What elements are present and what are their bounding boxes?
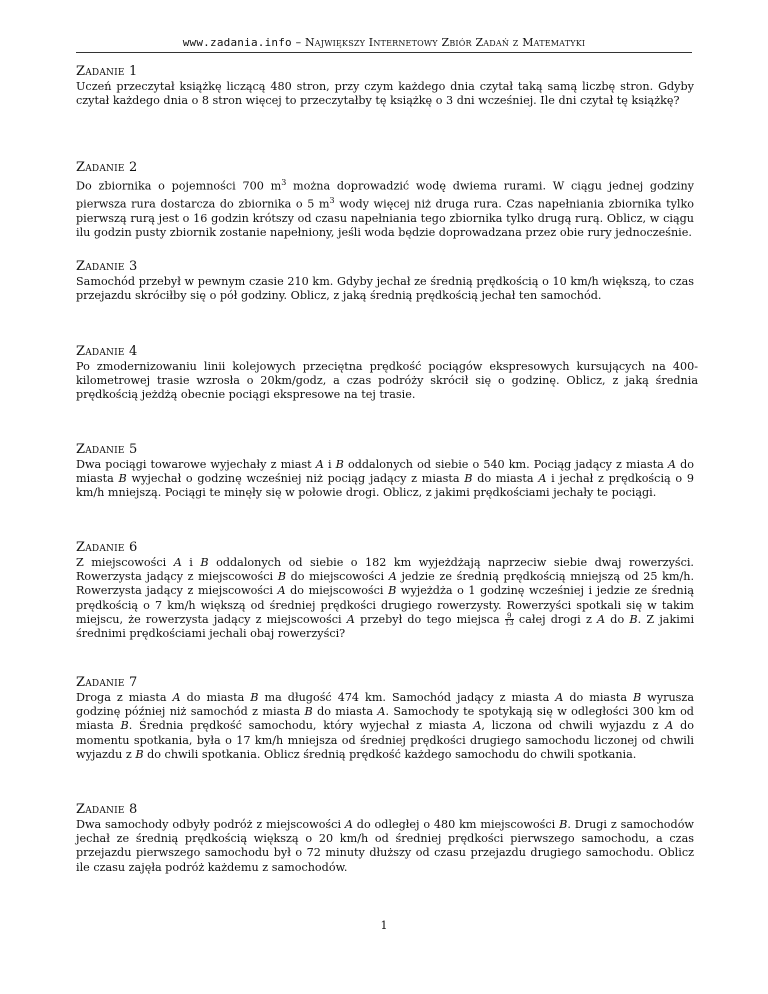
task-text: Droga z miasta A do miasta B ma długość 474 km. Samochód jadący z miasta A do miasta B wyrusza godzinę później niż samochód z miasta B do miasta A. Samochody te spotykają się w odległości 300 km od miasta B. Średnia prędkość samochodu, który wyjechał z miasta A, liczona od chwili wyjazdu z A do momentu spotkania, była o 17 km/h mniejsza od średniej prędkości drugiego samochodu liczonej od chwili wyjazdu z B do chwili spotkania. Oblicz średnią prędkość każdego samochodu do chwili spotkania. [76,691,694,761]
task-title: Zadanie 3 [76,259,138,274]
task-text: Z miejscowości A i B oddalonych od siebie o 182 km wyjeżdżają naprzeciw siebie dwaj rowerzyści. Rowerzysta jadący z miejscowości B do miejscowości A jedzie ze średnią prędkością mniejszą od 25 km/h. Rowerzysta jadący z miejscowości A do miejscowości B wyjeżdża o 1 godzinę wcześniej i jedzie ze średnią prędkością o 7 km/h większą od średniej prędkości drugiego rowerzysty. Rowerzyści spotkali się w takim miejscu, że rowerzysta jadący z miejscowości A przebył do tego miejsca $\frac{9}{13}$ całej drogi z A do B. Z jakimi średnimi prędkościami jechali obaj rowerzyści? [76,556,695,641]
header-title: Największy Internetowy Zbiór Zadań z Matematyki [304,36,586,49]
task-8 [76,802,694,875]
task-text: Uczeń przeczytał książkę liczącą 480 stron, przy czym każdego dnia czytał taką samą liczbę stron. Gdyby czytał każdego dnia o 8 stron więcej to przeczytałby tę książkę o 3 dni wcześniej. Ile dni czytał tę książkę? [76,80,694,108]
task-title: Zadanie 1 [76,64,138,79]
page-number: 1 [380,919,388,932]
task-text: Dwa samochody odbyły podróż z miejscowości A do odległej o 480 km miejscowości B. Drugi z samochodów jechał ze średnią prędkością większą o 20 km/h od średniej prędkości pierwszego samochodu, a czas przejazdu pierwszego samochodu był o 72 minuty dłuższy od czasu przejazdu drugiego samochodu. Oblicz ile czasu zajęła podróż każdemu z samochodów. [76,818,695,874]
header-rule [76,52,692,53]
task-title: Zadanie 7 [76,675,138,690]
task-4 [76,344,698,403]
page-header [0,36,768,49]
task-3 [76,259,694,303]
fraction: $\frac{9}{13}$ [504,612,514,628]
task-5 [76,442,694,501]
task-6 [76,540,694,641]
task-title: Zadanie 5 [76,442,138,457]
task-2 [76,160,694,240]
task-list [76,64,698,874]
header-dash: – [291,36,305,49]
task-7 [76,675,694,762]
task-title: Zadanie 6 [76,540,138,555]
task-text: Do zbiornika o pojemności 700 $m^3$ można doprowadzić wodę dwiema rurami. W ciągu jednej godziny pierwsza rura dostarcza do zbiornika o 5 $m^3$ wody więcej niż druga rura. Czas napełniania zbiornika tylko pierwszą rurą jest o 16 godzin krótszy od czasu napełniania tego zbiornika tylko drugą rurą. Oblicz, w ciągu ilu godzin pusty zbiornik zostanie napełniony, jeśli woda będzie doprowadzana przez obie rury jednocześnie. [76,178,695,240]
task-text: Samochód przebył w pewnym czasie 210 km. Gdyby jechał ze średnią prędkością o 10 km/h większą, to czas przejazdu skróciłby się o pół godziny. Oblicz, z jaką średnią prędkością jechał ten samochód. [76,275,694,303]
task-text: Dwa pociągi towarowe wyjechały z miast A i B oddalonych od siebie o 540 km. Pociąg jadący z miasta A do miasta B wyjechał o godzinę wcześniej niż pociąg jadący z miasta B do miasta A i jechał z prędkością o 9 km/h mniejszą. Pociągi te minęły się w połowie drogi. Oblicz, z jakimi prędkościami jechały te pociągi. [76,458,694,500]
task-1 [76,64,694,108]
task-title: Zadanie 4 [76,344,138,359]
task-text: Po zmodernizowaniu linii kolejowych przeciętna prędkość pociągów ekspresowych kursujących na 400-kilometrowej trasie wzrosła o 20km/godz, a czas podróży skrócił się o godzinę. Oblicz, z jaką średnia prędkością jeżdżą obecnie pociągi ekspresowe na tej trasie. [76,360,698,402]
task-title: Zadanie 8 [76,802,138,817]
task-title: Zadanie 2 [76,160,138,175]
site-url: www.zadania.info [182,36,292,49]
